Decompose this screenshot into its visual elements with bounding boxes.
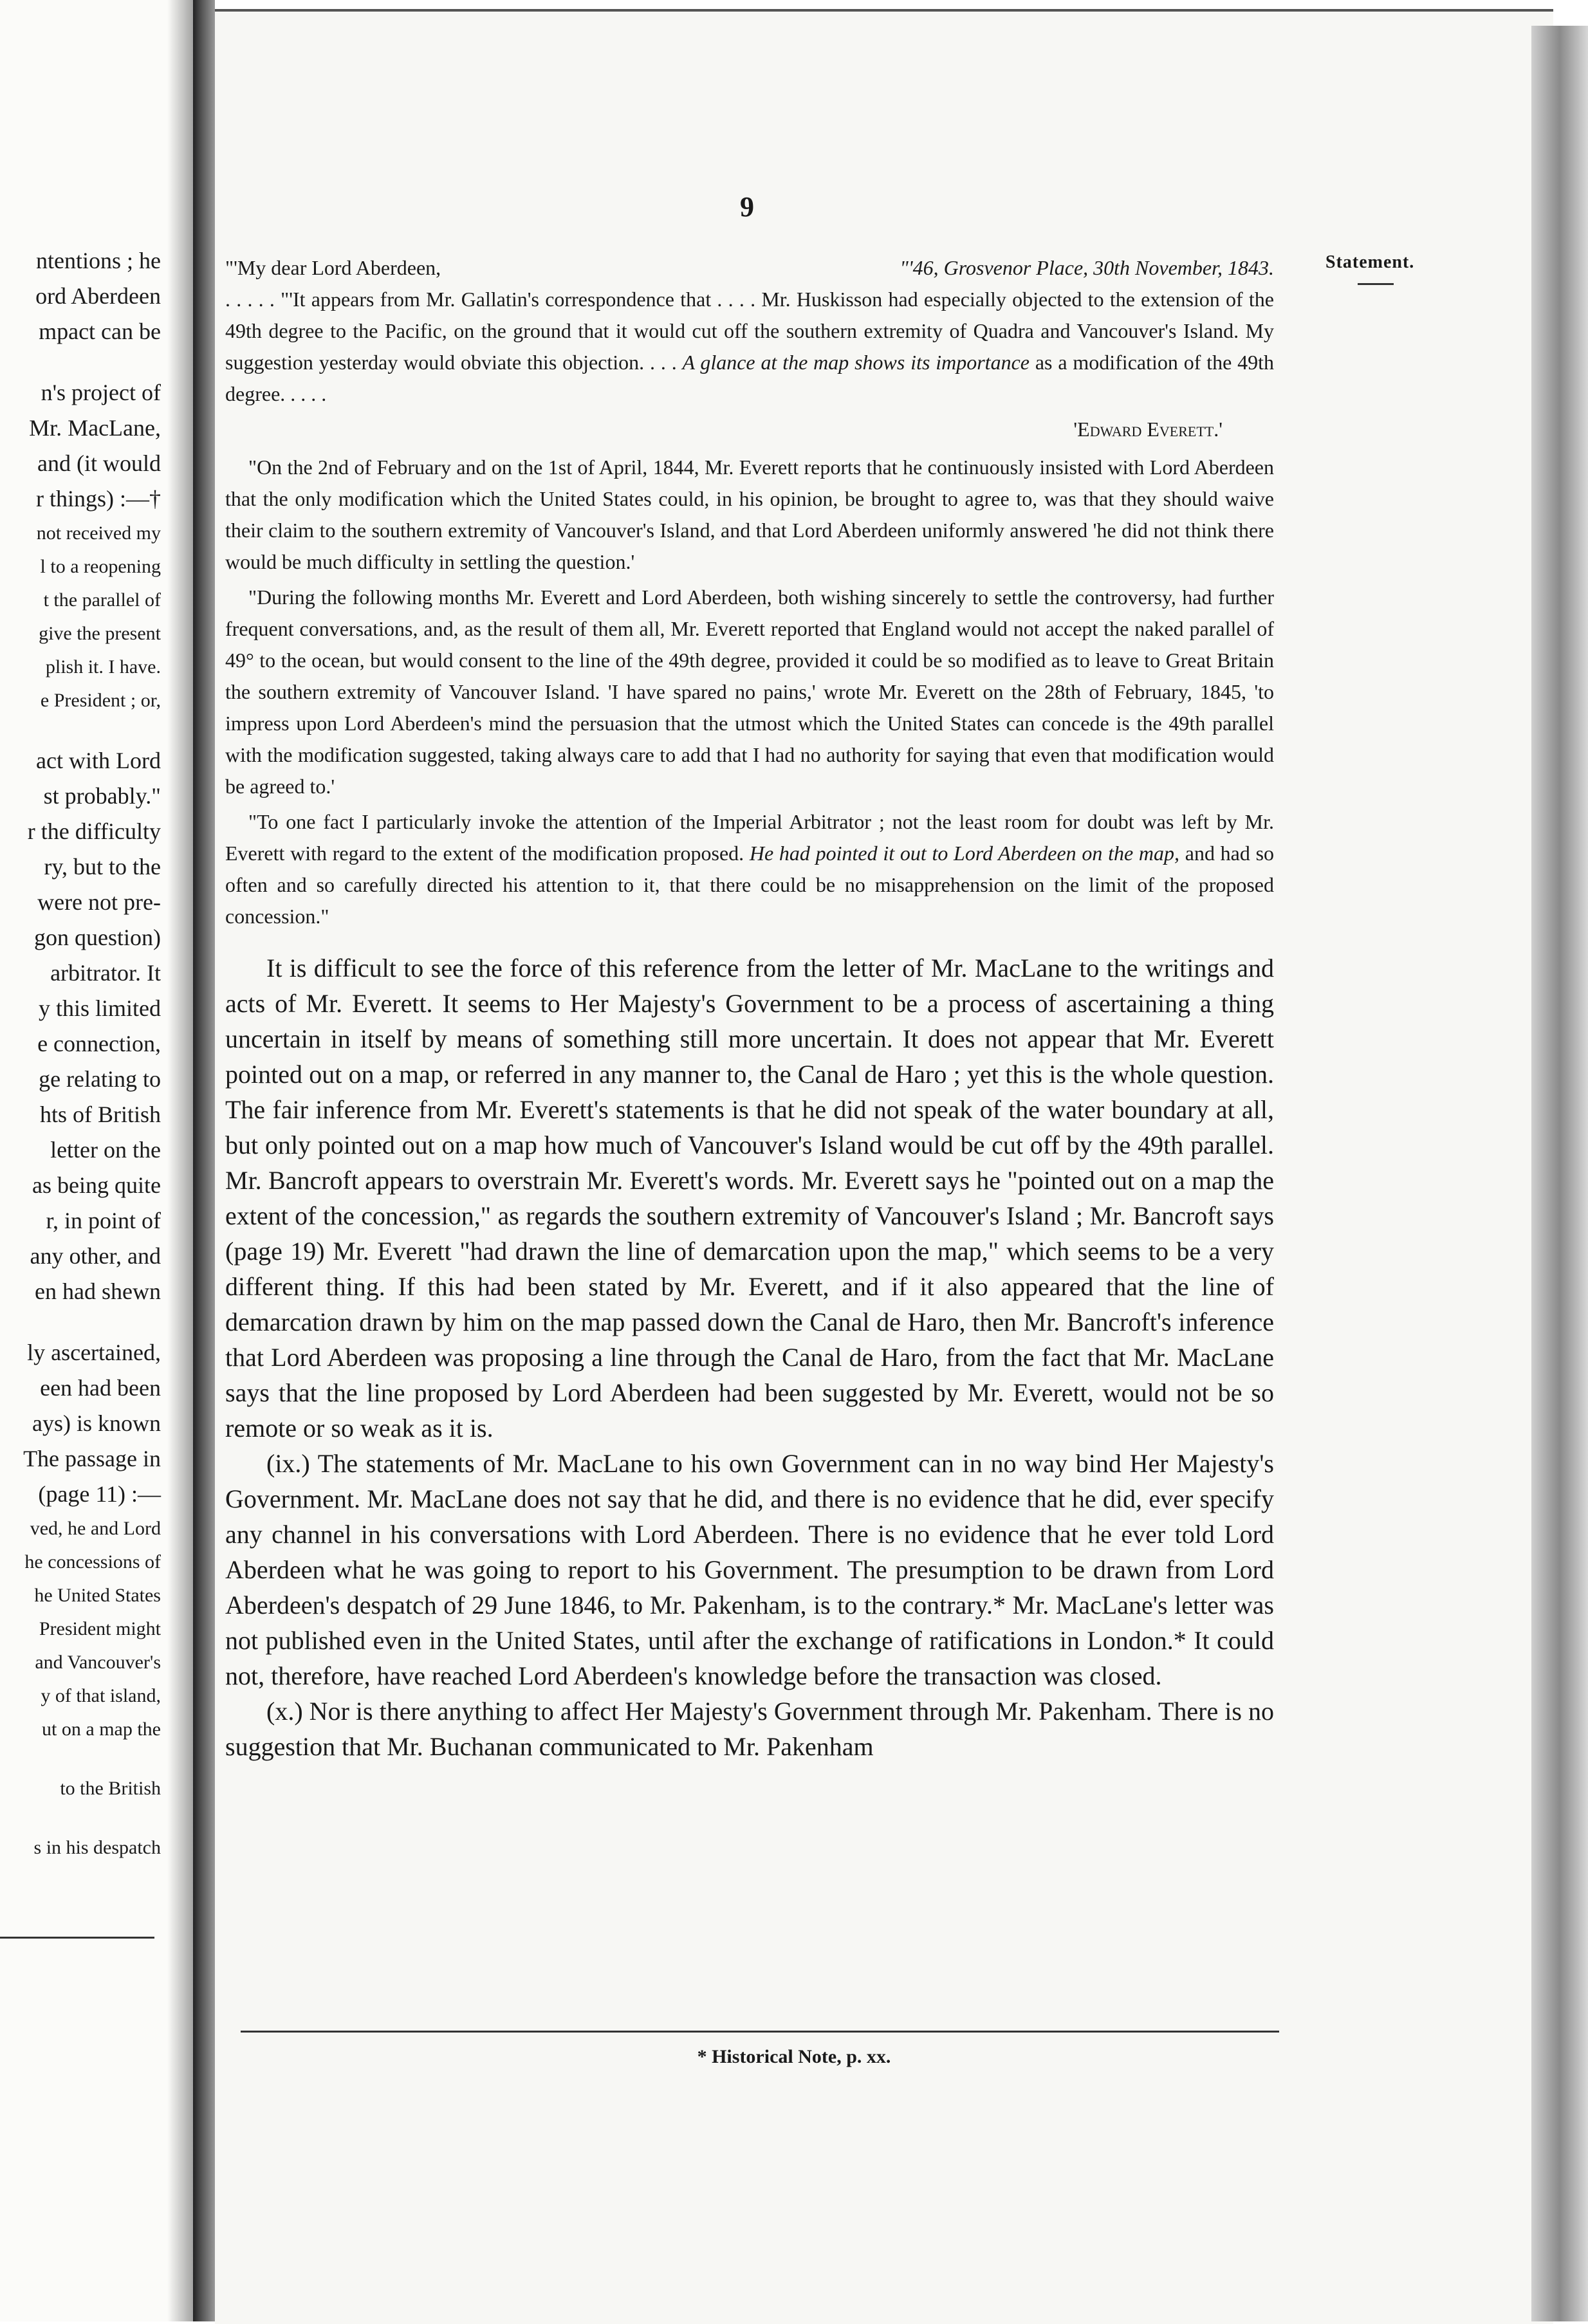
left-page-line: President might bbox=[39, 1618, 161, 1639]
gutter-shadow bbox=[167, 0, 193, 2321]
page-content bbox=[225, 252, 1274, 1764]
left-page-line: letter on the bbox=[50, 1137, 161, 1163]
left-page-line: and Vancouver's bbox=[35, 1652, 161, 1673]
left-page-line: t the parallel of bbox=[43, 589, 161, 611]
signature: 'Edward Everett.' bbox=[1073, 418, 1223, 441]
left-page-line: ays) is known bbox=[32, 1410, 161, 1436]
left-page-line: ord Aberdeen bbox=[35, 283, 161, 309]
body-paragraph-ix: (ix.) The statements of Mr. MacLane to his own Government can in no way bind Her Majesty's Government. Mr. MacLane does not say that he did, and there is no evidence that he did, ever specify any channel in his conversations with Lord Aberdeen. There is no evidence that he ever told Lord Aberdeen what he was going to report to his Government. The presumption to be drawn from Lord Aberdeen's despatch of 29 June 1846, to Mr. Pakenham, is to the contrary.* Mr. MacLane's letter was not published even in the United States, until after the exchange of ratifications in London.* It could not, therefore, have reached Lord Aberdeen's knowledge before the transaction was closed. bbox=[225, 1449, 1274, 1690]
left-page-line: een had been bbox=[40, 1375, 161, 1401]
left-page-line: and (it would bbox=[37, 450, 161, 476]
marginal-note: Statement. bbox=[1325, 252, 1415, 272]
left-facing-page bbox=[0, 0, 193, 2321]
left-page-line: r, in point of bbox=[46, 1208, 161, 1233]
book-binding bbox=[193, 0, 215, 2321]
left-page-line: Mr. MacLane, bbox=[29, 415, 161, 441]
left-page-line: hts of British bbox=[39, 1102, 161, 1127]
left-page-line: e connection, bbox=[37, 1031, 161, 1056]
left-page-line bbox=[0, 349, 161, 375]
footnote: * Historical Note, p. xx. bbox=[697, 2046, 891, 2067]
left-page-line: he concessions of bbox=[24, 1551, 161, 1572]
quote-paragraph-1: . . . . . "'It appears from Mr. Gallatin's correspondence that . . . . Mr. Huskisson had especially objected to the extension of the 49th degree to the Pacific, on the ground that it would cut off the southern extremity of Quadra and Vancouver's Island. My suggestion yesterday would obviate this objection. . . . A glance at the map shows its importance as a modification of the 49th degree. . . . . bbox=[225, 288, 1275, 405]
quoted-block bbox=[225, 252, 1274, 932]
left-page-line: l to a reopening bbox=[40, 556, 161, 577]
quote-paragraph-4: "To one fact I particularly invoke the attention of the Imperial Arbitrator ; not the least room for doubt was left by Mr. Everett with regard to the extent of the modification proposed. He had pointed it out to Lord Aberdeen on the map, and had so often and so carefully directed his attention to it, that there could be no misapprehension on the limit of the proposed concession." bbox=[225, 810, 1275, 928]
salutation: "'My dear Lord Aberdeen, bbox=[225, 256, 441, 279]
left-page-line: any other, and bbox=[30, 1243, 161, 1269]
left-page-line: not received my bbox=[36, 522, 161, 544]
footnote-rule bbox=[241, 2031, 1279, 2033]
left-page-line bbox=[0, 717, 161, 743]
left-page-line bbox=[0, 1309, 161, 1335]
left-page-line bbox=[0, 1746, 161, 1772]
left-page-line: as being quite bbox=[32, 1172, 161, 1198]
page-number: 9 bbox=[740, 191, 754, 223]
left-page-line: (page 11) :— bbox=[38, 1481, 161, 1507]
left-page-line: he United States bbox=[34, 1585, 161, 1606]
left-page-line: ved, he and Lord bbox=[30, 1518, 161, 1539]
left-page-line: The passage in bbox=[23, 1446, 161, 1471]
body-text bbox=[225, 950, 1274, 1764]
left-page-line: e President ; or, bbox=[40, 690, 161, 711]
left-page-line: ry, but to the bbox=[44, 854, 161, 880]
quote-paragraph-3: "During the following months Mr. Everett and Lord Aberdeen, both wishing sincerely to settle the controversy, had further frequent conversations, and, as the result of them all, Mr. Everett reported that England would not accept the naked parallel of 49° to the ocean, but would consent to the line of the 49th degree, provided it could be so modified as to leave to Great Britain the southern extremity of Vancouver Island. 'I have spared no pains,' wrote Mr. Everett on the 28th of February, 1845, 'to impress upon Lord Aberdeen's mind the persuasion that the utmost which the United States can concede is the 49th parallel with the modification suggested, taking always care to add that I had no authority for saying that even that modification would be agreed to.' bbox=[225, 586, 1274, 798]
left-page-line: gon question) bbox=[34, 925, 161, 950]
left-page-line: y this limited bbox=[38, 995, 161, 1021]
left-page-line: ge relating to bbox=[39, 1066, 161, 1092]
left-page-line: n's project of bbox=[41, 380, 161, 405]
left-page-line: ntentions ; he bbox=[36, 248, 161, 273]
marginal-rule bbox=[1358, 283, 1394, 285]
left-page-line: ut on a map the bbox=[42, 1719, 161, 1740]
left-footnote-rule bbox=[0, 1937, 154, 1939]
left-page-line: r things) :—† bbox=[36, 486, 161, 512]
left-page-text bbox=[0, 243, 161, 1865]
left-page-line: were not pre- bbox=[37, 889, 161, 915]
page-edge bbox=[1531, 26, 1588, 2321]
left-page-line: act with Lord bbox=[36, 748, 161, 773]
left-page-line bbox=[0, 1805, 161, 1831]
left-page-line: give the present bbox=[39, 623, 161, 644]
body-paragraph-x: (x.) Nor is there anything to affect Her Majesty's Government through Mr. Pakenham. There is no suggestion that Mr. Buchanan communicated to Mr. Pakenham bbox=[225, 1697, 1274, 1761]
left-page-line: s in his despatch bbox=[33, 1837, 161, 1858]
letter-head bbox=[225, 252, 1274, 284]
left-page-line: y of that island, bbox=[41, 1685, 161, 1706]
left-page-line: to the British bbox=[60, 1778, 161, 1799]
place-date: "'46, Grosvenor Place, 30th November, 1843. bbox=[900, 256, 1274, 279]
left-page-line: ly ascertained, bbox=[27, 1340, 161, 1365]
quote-paragraph-2: "On the 2nd of February and on the 1st of April, 1844, Mr. Everett reports that he continuously insisted with Lord Aberdeen that the only modification which the United States could, in his opinion, be brought to agree to, was that they should waive their claim to the southern extremity of Vancouver's Island, and that Lord Aberdeen uniformly answered 'he did not think there would be much difficulty in settling the question.' bbox=[225, 456, 1274, 573]
left-page-line: r the difficulty bbox=[27, 818, 161, 844]
left-page-line: mpact can be bbox=[39, 318, 161, 344]
left-page-line: en had shewn bbox=[35, 1278, 161, 1304]
left-page-line: plish it. I have. bbox=[45, 656, 161, 678]
left-page-line: st probably." bbox=[43, 783, 161, 809]
body-paragraph-1: It is difficult to see the force of this reference from the letter of Mr. MacLane to the writings and acts of Mr. Everett. It seems to Her Majesty's Government to be a process of ascertaining a thing uncertain in itself by means of something still more uncertain. It does not appear that Mr. Everett pointed out on a map, or referred in any manner to, the Canal de Haro ; yet this is the whole question. The fair inference from Mr. Everett's statements is that he did not speak of the water boundary at all, but only pointed out on a map how much of Vancouver's Island would be cut off by the 49th parallel. Mr. Bancroft appears to overstrain Mr. Everett's words. Mr. Everett says he "pointed out on a map the extent of the concession," as regards the southern extremity of Vancouver's Island ; Mr. Bancroft says (page 19) Mr. Everett "had drawn the line of demarcation upon the map," which seems to be a very different thing. If this had been stated by Mr. Everett, and if it also appeared that the line of demarcation drawn by him on the map passed down the Canal de Haro, then Mr. Bancroft's inference that Lord Aberdeen was proposing a line through the Canal de Haro, from the fact that Mr. MacLane says that the line proposed by Lord Aberdeen had been suggested by Mr. Everett, would not be so remote or so weak as it is. bbox=[225, 954, 1274, 1443]
left-page-line: arbitrator. It bbox=[50, 960, 161, 986]
